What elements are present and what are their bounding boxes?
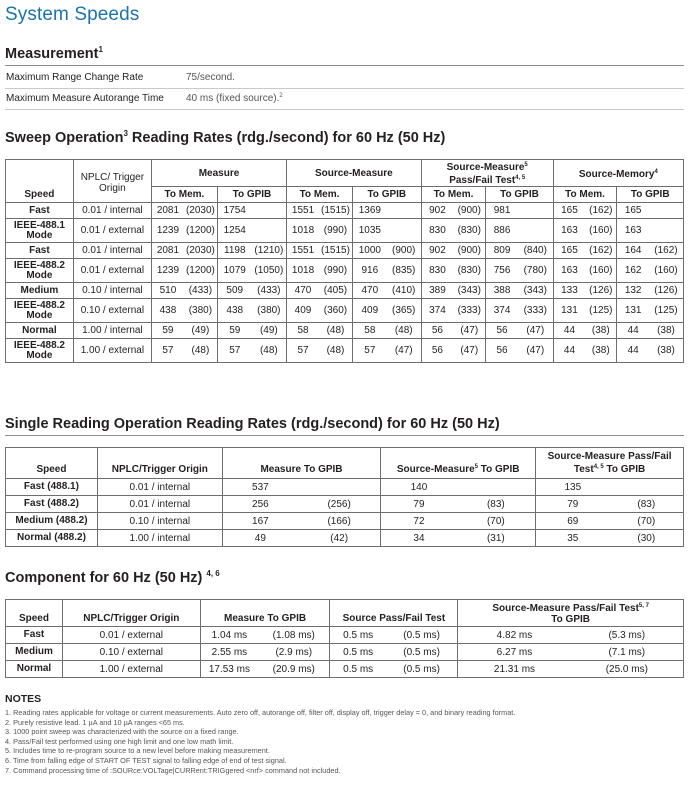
value-cell: [518, 219, 553, 243]
value-cell: 59: [217, 323, 251, 339]
value-cell: (5.3 ms): [571, 627, 684, 644]
value-cell: (365): [387, 299, 421, 323]
value-cell: 438: [151, 299, 183, 323]
col-source-measure-pass-fail-gpib: Source-Measure Pass/Fail Test$^{5, 7}$ To GPIB: [458, 600, 684, 627]
note-item: 1. Reading rates applicable for voltage or current measurements. Auto zero off, autorange off, filter off, display off, trigger delay = 0, and binary reading format.: [5, 708, 516, 717]
trigger-origin-cell: 0.10 / external: [73, 299, 151, 323]
value-cell: 902: [421, 243, 453, 259]
value-cell: 981: [486, 203, 518, 219]
value-cell: 886: [486, 219, 518, 243]
value-cell: 58: [352, 323, 386, 339]
value-cell: 56: [486, 323, 518, 339]
speed-cell: Fast (488.2): [6, 496, 98, 513]
speed-cell: IEEE-488.1 Mode: [6, 219, 74, 243]
value-cell: (1200): [184, 259, 217, 283]
table-row: [6, 323, 684, 339]
value-cell: (38): [585, 339, 617, 363]
value-cell: (42): [298, 530, 381, 547]
value-cell: 17.53 ms: [200, 661, 258, 678]
value-cell: 162: [617, 259, 649, 283]
trigger-origin-cell: 1.00 / internal: [73, 323, 151, 339]
value-cell: (30): [610, 530, 684, 547]
trigger-origin-cell: 0.01 / internal: [73, 243, 151, 259]
value-cell: 0.5 ms: [330, 627, 386, 644]
value-cell: 6.27 ms: [458, 644, 571, 661]
value-cell: (380): [184, 299, 217, 323]
value-cell: 165: [617, 203, 649, 219]
table-row: [6, 513, 684, 530]
value-cell: 1000: [352, 243, 386, 259]
trigger-origin-cell: 1.00 / external: [73, 339, 151, 363]
value-cell: 21.31 ms: [458, 661, 571, 678]
value-cell: 163: [553, 219, 585, 243]
speed-cell: Medium: [6, 644, 63, 661]
speed-cell: Fast: [6, 243, 74, 259]
value-cell: 2081: [151, 243, 183, 259]
col-to-gpib: To GPIB: [217, 187, 286, 203]
value-cell: 1754: [217, 203, 251, 219]
value-cell: (333): [518, 299, 553, 323]
trigger-origin-cell: 0.10 / internal: [73, 283, 151, 299]
value-cell: 438: [217, 299, 251, 323]
col-group-pass-fail: Source-Measure$^5$ Pass/Fail Test$^{4, 5}$: [421, 160, 553, 187]
trigger-origin-cell: 1.00 / internal: [97, 530, 222, 547]
value-cell: (1200): [184, 219, 217, 243]
table-row: [6, 219, 684, 243]
table-row: [6, 627, 684, 644]
col-group-measure: Measure: [151, 160, 286, 187]
value-cell: 1254: [217, 219, 251, 243]
value-cell: 510: [151, 283, 183, 299]
value-cell: (0.5 ms): [386, 627, 458, 644]
value-cell: 389: [421, 283, 453, 299]
value-cell: [649, 219, 684, 243]
max-autorange-time-row: [5, 89, 684, 110]
value-cell: (31): [457, 530, 536, 547]
table-row: [6, 243, 684, 259]
page-title: System Speeds: [5, 4, 140, 25]
value-cell: 2.55 ms: [200, 644, 258, 661]
col-measure-gpib: Measure To GPIB: [222, 448, 381, 479]
speed-cell: Normal (488.2): [6, 530, 98, 547]
spec-value: 40 ms (fixed source).$^2$: [186, 93, 283, 104]
table-row: [6, 496, 684, 513]
speed-cell: Medium (488.2): [6, 513, 98, 530]
value-cell: 59: [151, 323, 183, 339]
notes-title: NOTES: [5, 693, 42, 705]
value-cell: (47): [453, 323, 486, 339]
value-cell: 131: [617, 299, 649, 323]
value-cell: 537: [222, 479, 298, 496]
value-cell: 509: [217, 283, 251, 299]
value-cell: 830: [421, 219, 453, 243]
value-cell: (990): [319, 219, 352, 243]
single-heading: Single Reading Operation Reading Rates (rdg./second) for 60 Hz (50 Hz): [5, 416, 684, 436]
value-cell: [252, 203, 287, 219]
value-cell: (405): [319, 283, 352, 299]
sweep-heading: Sweep Operation$^3$ Reading Rates (rdg./second) for 60 Hz (50 Hz): [5, 129, 446, 146]
col-group-source-measure: Source-Measure: [287, 160, 422, 187]
table-row: [6, 661, 684, 678]
value-cell: (433): [252, 283, 287, 299]
value-cell: 44: [617, 339, 649, 363]
speed-cell: Normal: [6, 323, 74, 339]
value-cell: 57: [287, 339, 319, 363]
value-cell: 830: [421, 259, 453, 283]
col-nplc: NPLC/ Trigger Origin: [73, 160, 151, 203]
measurement-heading: Measurement$^1$: [5, 45, 684, 66]
value-cell: 1198: [217, 243, 251, 259]
speed-cell: Normal: [6, 661, 63, 678]
value-cell: (360): [319, 299, 352, 323]
value-cell: (38): [585, 323, 617, 339]
value-cell: 49: [222, 530, 298, 547]
col-nplc: NPLC/Trigger Origin: [97, 448, 222, 479]
value-cell: (47): [387, 339, 421, 363]
value-cell: (1515): [319, 203, 352, 219]
value-cell: 916: [352, 259, 386, 283]
value-cell: (48): [387, 323, 421, 339]
value-cell: (126): [585, 283, 617, 299]
trigger-origin-cell: 0.01 / internal: [97, 496, 222, 513]
speed-cell: Fast: [6, 627, 63, 644]
value-cell: 135: [536, 479, 610, 496]
trigger-origin-cell: 0.01 / external: [73, 219, 151, 243]
value-cell: (343): [518, 283, 553, 299]
value-cell: (256): [298, 496, 381, 513]
sweep-rates-table: [5, 159, 684, 363]
value-cell: 163: [617, 219, 649, 243]
value-cell: 72: [381, 513, 457, 530]
spec-label: Maximum Measure Autorange Time: [6, 93, 164, 104]
value-cell: (125): [585, 299, 617, 323]
value-cell: 1.04 ms: [200, 627, 258, 644]
value-cell: (0.5 ms): [386, 644, 458, 661]
single-rates-table: [5, 447, 684, 547]
value-cell: (343): [453, 283, 486, 299]
value-cell: [387, 203, 421, 219]
value-cell: 809: [486, 243, 518, 259]
col-speed: Speed: [6, 160, 74, 203]
col-to-mem: To Mem.: [553, 187, 617, 203]
value-cell: 79: [536, 496, 610, 513]
table-row: [6, 479, 684, 496]
notes-list: [5, 708, 515, 775]
value-cell: [252, 219, 287, 243]
spec-value: 75/second.: [186, 72, 235, 83]
table-row: [6, 644, 684, 661]
col-to-mem: To Mem.: [151, 187, 217, 203]
value-cell: (1050): [252, 259, 287, 283]
col-pass-fail: Source Pass/Fail Test: [330, 600, 458, 627]
col-nplc: NPLC/Trigger Origin: [62, 600, 200, 627]
col-to-gpib: To GPIB: [352, 187, 421, 203]
value-cell: 132: [617, 283, 649, 299]
value-cell: 57: [151, 339, 183, 363]
value-cell: [649, 203, 684, 219]
speed-cell: IEEE-488.2 Mode: [6, 339, 74, 363]
value-cell: (25.0 ms): [571, 661, 684, 678]
value-cell: (48): [319, 339, 352, 363]
value-cell: (380): [252, 299, 287, 323]
value-cell: 1018: [287, 259, 319, 283]
value-cell: [298, 479, 381, 496]
note-item: 3. 1000 point sweep was characterized with the source on a fixed range.: [5, 727, 239, 737]
note-item: 6. Time from falling edge of START OF TEST signal to falling edge of end of test signal.: [5, 755, 287, 765]
trigger-origin-cell: 0.01 / external: [62, 627, 200, 644]
value-cell: (7.1 ms): [571, 644, 684, 661]
value-cell: 1239: [151, 219, 183, 243]
value-cell: 57: [352, 339, 386, 363]
value-cell: (49): [252, 323, 287, 339]
component-heading: Component for 60 Hz (50 Hz) $^{4, 6}$: [5, 569, 220, 586]
value-cell: 56: [486, 339, 518, 363]
value-cell: 1018: [287, 219, 319, 243]
value-cell: (2.9 ms): [258, 644, 330, 661]
component-table: [5, 599, 684, 678]
value-cell: 1551: [287, 203, 319, 219]
speed-cell: Medium: [6, 283, 74, 299]
value-cell: (83): [457, 496, 536, 513]
table-row: [6, 259, 684, 283]
col-measure-gpib: Measure To GPIB: [200, 600, 330, 627]
value-cell: 374: [486, 299, 518, 323]
table-row: [6, 299, 684, 323]
value-cell: 374: [421, 299, 453, 323]
col-pass-fail-gpib: Source-Measure Pass/Fail Test$^{4, 5}$ To GPIB: [536, 448, 684, 479]
value-cell: (83): [610, 496, 684, 513]
note-item: 5. Includes time to re-program source to a new level before making measurement.: [5, 746, 270, 756]
value-cell: (990): [319, 259, 352, 283]
value-cell: (38): [649, 339, 684, 363]
value-cell: (2030): [184, 243, 217, 259]
table-row: [6, 339, 684, 363]
value-cell: (900): [387, 243, 421, 259]
value-cell: 0.5 ms: [330, 644, 386, 661]
trigger-origin-cell: 0.01 / external: [73, 259, 151, 283]
trigger-origin-cell: 0.10 / external: [62, 644, 200, 661]
value-cell: 58: [287, 323, 319, 339]
value-cell: (47): [518, 339, 553, 363]
value-cell: 133: [553, 283, 585, 299]
value-cell: 470: [287, 283, 319, 299]
value-cell: 164: [617, 243, 649, 259]
value-cell: 756: [486, 259, 518, 283]
value-cell: 167: [222, 513, 298, 530]
value-cell: 256: [222, 496, 298, 513]
value-cell: (830): [453, 219, 486, 243]
table-row: [6, 530, 684, 547]
value-cell: 165: [553, 243, 585, 259]
trigger-origin-cell: 0.01 / internal: [73, 203, 151, 219]
value-cell: 44: [617, 323, 649, 339]
note-item: 7. Command processing time of :SOURce:VOLTage|CURRent:TRIGgered <nrf> command not included.: [5, 765, 341, 775]
value-cell: [610, 479, 684, 496]
value-cell: (125): [649, 299, 684, 323]
note-item: 2. Purely resistive lead. 1 µA and 10 µA ranges <65 ms.: [5, 717, 185, 727]
value-cell: 57: [217, 339, 251, 363]
value-cell: 165: [553, 203, 585, 219]
trigger-origin-cell: 1.00 / external: [62, 661, 200, 678]
value-cell: 409: [352, 299, 386, 323]
speed-cell: IEEE-488.2 Mode: [6, 259, 74, 283]
value-cell: (48): [252, 339, 287, 363]
value-cell: (160): [649, 259, 684, 283]
value-cell: 1239: [151, 259, 183, 283]
value-cell: (166): [298, 513, 381, 530]
value-cell: 2081: [151, 203, 183, 219]
value-cell: (49): [184, 323, 217, 339]
value-cell: (126): [649, 283, 684, 299]
value-cell: (835): [387, 259, 421, 283]
value-cell: (162): [585, 203, 617, 219]
value-cell: 1079: [217, 259, 251, 283]
value-cell: (900): [453, 243, 486, 259]
value-cell: [518, 203, 553, 219]
value-cell: (410): [387, 283, 421, 299]
value-cell: (1515): [319, 243, 352, 259]
max-range-change-rate-row: [5, 68, 684, 89]
value-cell: (70): [457, 513, 536, 530]
value-cell: (160): [585, 219, 617, 243]
value-cell: (0.5 ms): [386, 661, 458, 678]
value-cell: (2030): [184, 203, 217, 219]
value-cell: (1210): [252, 243, 287, 259]
table-row: [6, 203, 684, 219]
value-cell: (830): [453, 259, 486, 283]
value-cell: 388: [486, 283, 518, 299]
col-to-mem: To Mem.: [421, 187, 486, 203]
value-cell: [457, 479, 536, 496]
value-cell: (20.9 ms): [258, 661, 330, 678]
value-cell: 34: [381, 530, 457, 547]
value-cell: 44: [553, 323, 585, 339]
value-cell: 902: [421, 203, 453, 219]
value-cell: (47): [453, 339, 486, 363]
value-cell: (840): [518, 243, 553, 259]
value-cell: 56: [421, 339, 453, 363]
trigger-origin-cell: 0.10 / internal: [97, 513, 222, 530]
value-cell: 163: [553, 259, 585, 283]
value-cell: (160): [585, 259, 617, 283]
value-cell: (48): [184, 339, 217, 363]
value-cell: 1035: [352, 219, 386, 243]
col-speed: Speed: [6, 448, 98, 479]
value-cell: 409: [287, 299, 319, 323]
col-to-gpib: To GPIB: [486, 187, 553, 203]
value-cell: 1369: [352, 203, 386, 219]
value-cell: (333): [453, 299, 486, 323]
value-cell: (162): [649, 243, 684, 259]
value-cell: 0.5 ms: [330, 661, 386, 678]
col-to-mem: To Mem.: [287, 187, 353, 203]
table-row: [6, 283, 684, 299]
value-cell: (1.08 ms): [258, 627, 330, 644]
speed-cell: Fast: [6, 203, 74, 219]
value-cell: 131: [553, 299, 585, 323]
value-cell: (48): [319, 323, 352, 339]
value-cell: 470: [352, 283, 386, 299]
value-cell: (433): [184, 283, 217, 299]
value-cell: (780): [518, 259, 553, 283]
value-cell: 69: [536, 513, 610, 530]
note-item: 4. Pass/Fail test performed using one high limit and one low math limit.: [5, 736, 234, 746]
value-cell: 140: [381, 479, 457, 496]
value-cell: (70): [610, 513, 684, 530]
value-cell: 79: [381, 496, 457, 513]
value-cell: (162): [585, 243, 617, 259]
value-cell: (900): [453, 203, 486, 219]
spec-label: Maximum Range Change Rate: [6, 72, 144, 83]
value-cell: 1551: [287, 243, 319, 259]
col-source-measure-gpib: Source-Measure$^5$ To GPIB: [381, 448, 536, 479]
value-cell: [387, 219, 421, 243]
col-group-source-memory: Source-Memory$^4$: [553, 160, 683, 187]
value-cell: 44: [553, 339, 585, 363]
value-cell: (47): [518, 323, 553, 339]
value-cell: 56: [421, 323, 453, 339]
value-cell: (38): [649, 323, 684, 339]
value-cell: 4.82 ms: [458, 627, 571, 644]
value-cell: 35: [536, 530, 610, 547]
col-speed: Speed: [6, 600, 63, 627]
trigger-origin-cell: 0.01 / internal: [97, 479, 222, 496]
speed-cell: Fast (488.1): [6, 479, 98, 496]
col-to-gpib: To GPIB: [617, 187, 684, 203]
speed-cell: IEEE-488.2 Mode: [6, 299, 74, 323]
